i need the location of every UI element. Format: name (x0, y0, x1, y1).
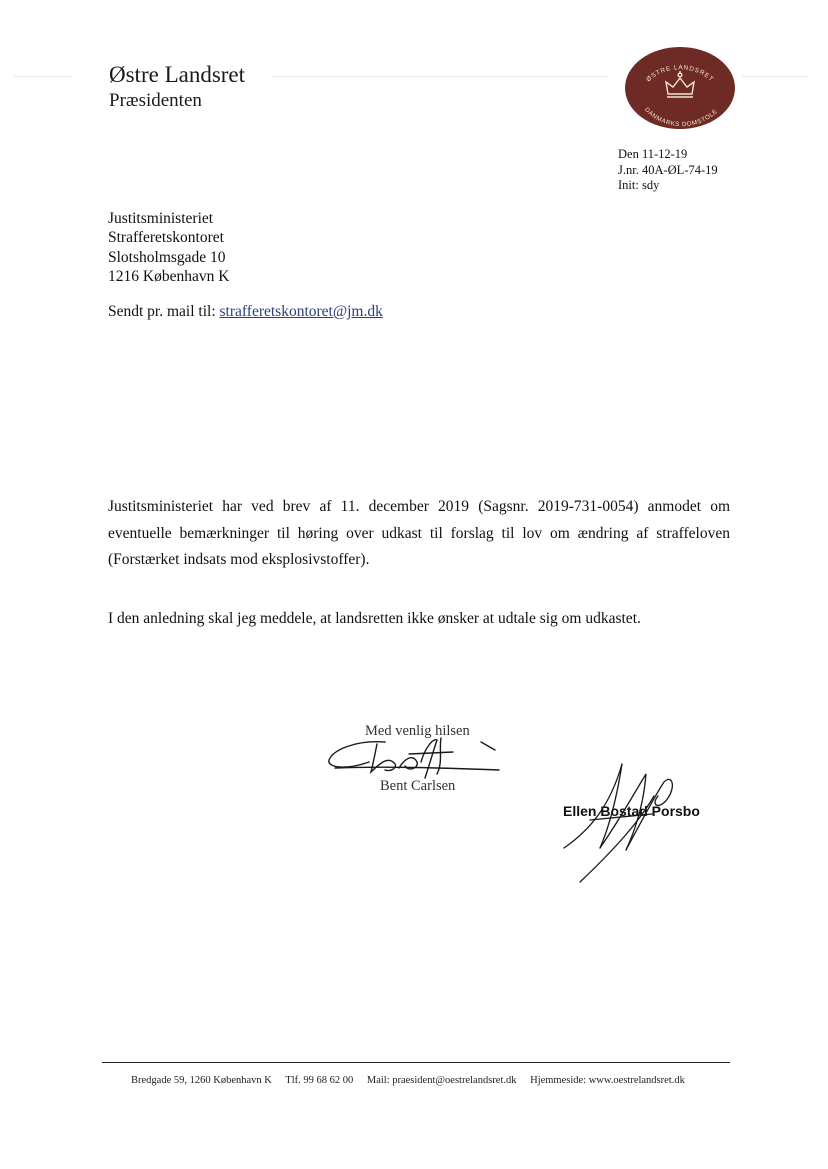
initials: Init: sdy (618, 178, 660, 192)
organization-name: Østre Landsret (109, 62, 246, 87)
footer-contact (131, 1075, 696, 1086)
signatory-2-name: Ellen Bostad Porsbo (563, 803, 700, 819)
body-paragraph-1: Justitsministeriet har ved brev af 11. december 2019 (Sagsnr. 2019-731-0054) anmodet om eventuelle bemærkninger til høring over udkast til forslag til lov om ændring af straffeloven (Forstærket indsats mod eksplosivstoffer). (108, 498, 730, 568)
seal-background (625, 47, 735, 129)
recipient-line: 1216 København K (108, 267, 230, 285)
signature-1 (325, 728, 505, 786)
footer-rule (102, 1062, 730, 1063)
recipient-line: Justitsministeriet (108, 210, 214, 227)
closing-greeting: Med venlig hilsen (365, 723, 470, 739)
recipient-line: Slotsholmsgade 10 (108, 248, 226, 266)
seal-top-text: ØSTRE LANDSRET (645, 64, 715, 84)
signatory-1-name: Bent Carlsen (380, 778, 456, 794)
header-rule-right (742, 76, 808, 77)
body-paragraph-2: I den anledning skal jeg meddele, at landsretten ikke ønsker at udtale sig om udkastet. (108, 610, 641, 627)
seal-bottom-text: DANMARKS DOMSTOLE (643, 106, 720, 129)
department-name: Præsidenten (109, 90, 202, 111)
reference-block (618, 147, 718, 194)
recipient-address (108, 209, 229, 286)
sent-by-mail (108, 302, 383, 322)
header-rule-middle (272, 76, 608, 77)
sent-label: Sendt pr. mail til: (108, 303, 216, 320)
header-rule-left (14, 76, 72, 77)
footer-phone: Tlf. 99 68 62 00 (285, 1075, 354, 1086)
letter-date: Den 11-12-19 (618, 147, 688, 161)
footer-website: Hjemmeside: www.oestrelandsret.dk (530, 1075, 685, 1086)
signature-2 (560, 760, 690, 885)
footer-address: Bredgade 59, 1260 København K (131, 1075, 272, 1086)
court-seal-logo (624, 46, 736, 130)
case-number: J.nr. 40A-ØL-74-19 (618, 162, 718, 177)
recipient-email-link[interactable]: strafferetskontoret@jm.dk (219, 303, 383, 320)
footer-mail: Mail: praesident@oestrelandsret.dk (366, 1075, 517, 1086)
recipient-line: Strafferetskontoret (108, 229, 224, 247)
